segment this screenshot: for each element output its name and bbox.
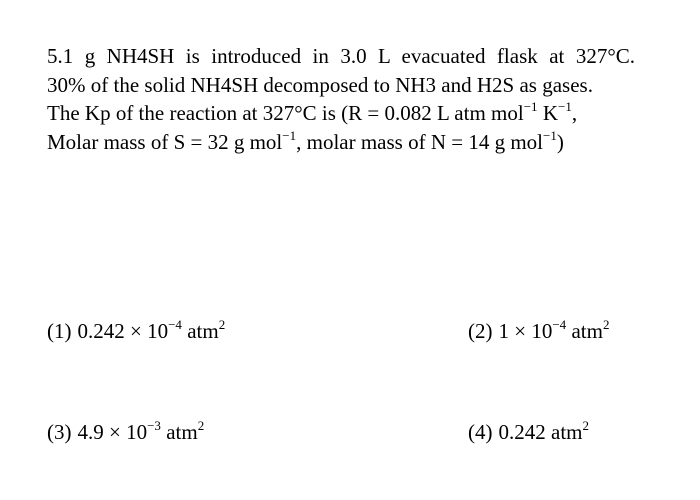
option-label: (2) bbox=[468, 319, 493, 343]
question-line-4-mid: , molar mass of N = 14 g mol bbox=[296, 129, 544, 154]
question-line-3-end: , bbox=[571, 101, 578, 125]
exponent: −1 bbox=[282, 127, 297, 143]
option-2[interactable] bbox=[468, 318, 609, 344]
option-exponent: −4 bbox=[552, 317, 567, 332]
option-value: 1 × 10 bbox=[498, 319, 553, 343]
option-value: 0.242 bbox=[498, 420, 546, 444]
option-unit: atm bbox=[566, 319, 603, 343]
option-exponent: −4 bbox=[168, 317, 182, 332]
question-line-4 bbox=[47, 128, 667, 157]
question-text bbox=[47, 42, 667, 156]
option-label: (4) bbox=[468, 420, 493, 444]
option-unit-exponent: 2 bbox=[197, 418, 205, 433]
option-unit-exponent: 2 bbox=[582, 418, 589, 433]
option-4[interactable] bbox=[468, 419, 589, 445]
option-unit: atm bbox=[160, 420, 198, 444]
question-line-1: 5.1 g NH4SH is introduced in 3.0 L evacuated flask at 327°C. bbox=[47, 44, 635, 68]
option-label: (1) bbox=[47, 319, 72, 343]
question-line-4-text: Molar mass of S = 32 g mol bbox=[47, 129, 283, 154]
option-label: (3) bbox=[47, 420, 72, 444]
exponent: −1 bbox=[523, 99, 538, 114]
question-line-3 bbox=[47, 99, 667, 128]
option-value: 0.242 × 10 bbox=[77, 319, 169, 343]
option-unit: atm bbox=[545, 420, 583, 444]
exponent: −1 bbox=[557, 99, 572, 114]
option-unit: atm bbox=[181, 319, 219, 343]
option-unit-exponent: 2 bbox=[602, 317, 610, 332]
question-line-3-text: The Kp of the reaction at 327°C is (R = 0.082 L atm mol bbox=[47, 101, 524, 125]
option-value: 4.9 × 10 bbox=[77, 420, 148, 444]
question-line-4-end: ) bbox=[556, 129, 564, 154]
option-unit-exponent: 2 bbox=[218, 317, 226, 332]
option-3[interactable] bbox=[47, 419, 204, 445]
question-line-3-unit: K bbox=[537, 101, 558, 125]
question-line-2: 30% of the solid NH4SH decomposed to NH3 and H2S as gases. bbox=[47, 72, 593, 97]
option-1[interactable] bbox=[47, 318, 225, 344]
exponent: −1 bbox=[543, 127, 557, 143]
option-exponent: −3 bbox=[147, 418, 161, 433]
